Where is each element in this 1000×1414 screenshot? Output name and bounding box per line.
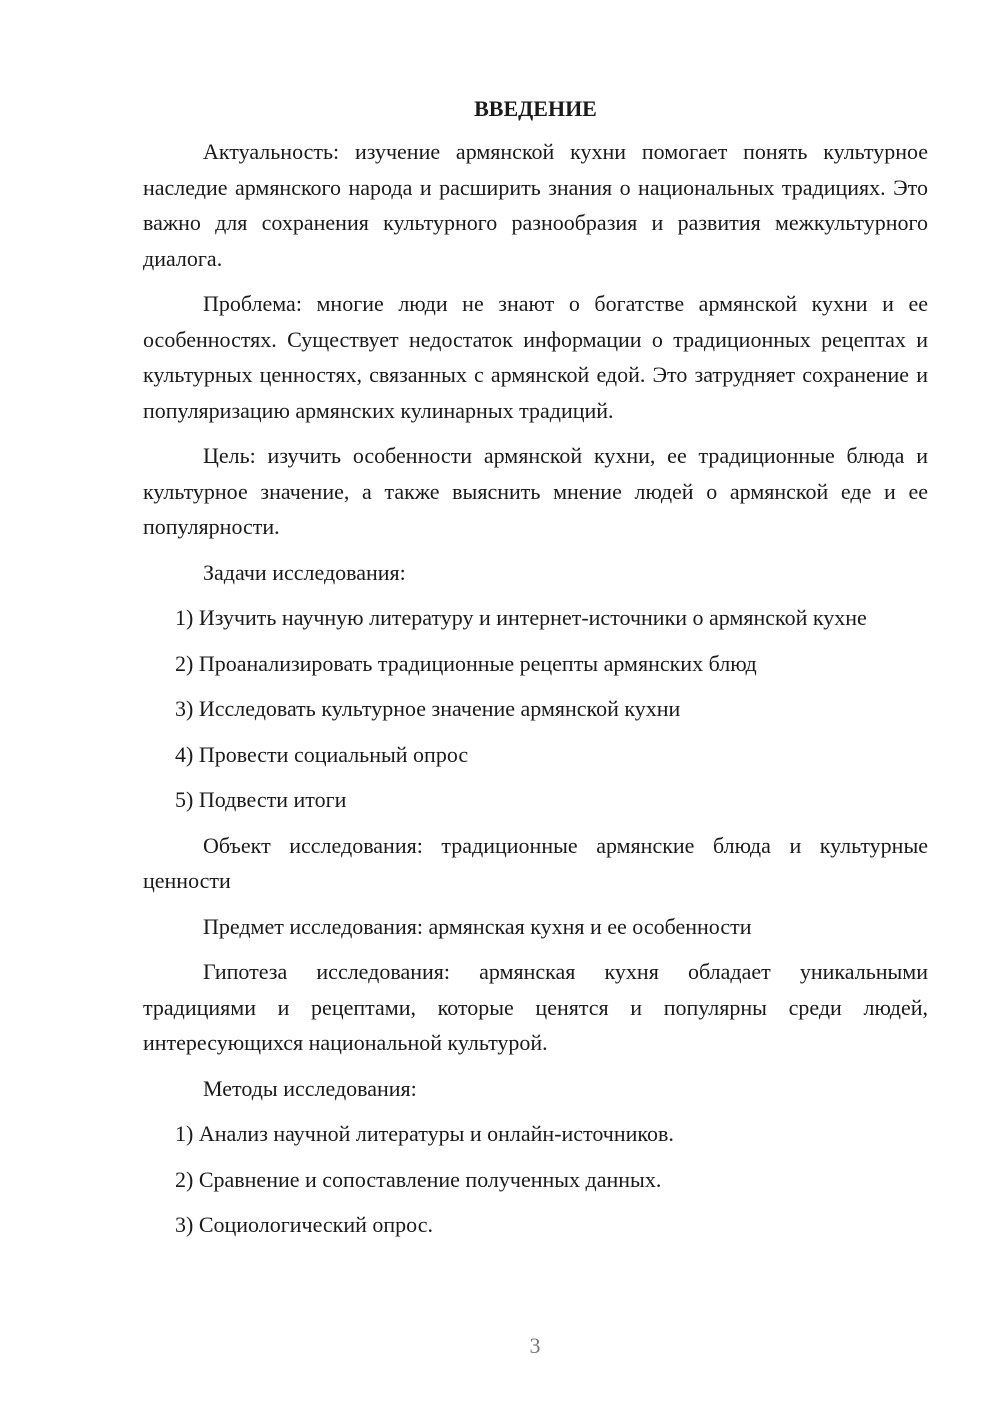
page-number: 3	[529, 1333, 541, 1358]
task-item-3: 3) Исследовать культурное значение армянской кухни	[175, 696, 681, 721]
methods-heading: Методы исследования:	[203, 1075, 417, 1101]
page-content	[143, 94, 928, 1253]
paragraph-subject: Предмет исследования: армянская кухня и ее особенности	[203, 913, 752, 939]
paragraph-goal: Цель: изучить особенности армянской кухни, ее традиционные блюда и культурное значение, а также выяснить мнение людей о армянской еде и ее популярности.	[143, 443, 928, 539]
method-item-2: 2) Сравнение и сопоставление полученных данных.	[175, 1166, 662, 1192]
paragraph-hypothesis: Гипотеза исследования: армянская кухня обладает уникальными традициями и рецептами, которые ценятся и популярны среди людей, интересующихся национальной культурой.	[143, 959, 928, 1055]
paragraph-relevance: Актуальность: изучение армянской кухни помогает понять культурное наследие армянского народа и расширить знания о национальных традициях. Это важно для сохранения культурного разнообразия и развития межкультурного диалога.	[143, 139, 928, 271]
method-item-1: 1) Анализ научной литературы и онлайн-источников.	[175, 1121, 674, 1146]
section-title: ВВЕДЕНИЕ	[474, 96, 597, 121]
task-item-5: 5) Подвести итоги	[175, 787, 347, 812]
task-item-1: 1) Изучить научную литературу и интернет-источники о армянской кухне	[175, 605, 867, 630]
paragraph-object: Объект исследования: традиционные армянские блюда и культурные ценности	[143, 832, 928, 893]
task-item-4: 4) Провести социальный опрос	[175, 741, 469, 767]
method-item-3: 3) Социологический опрос.	[175, 1212, 433, 1237]
tasks-heading: Задачи исследования:	[203, 559, 406, 585]
paragraph-problem: Проблема: многие люди не знают о богатстве армянской кухни и ее особенностях. Существует недостаток информации о традиционных рецептах и культурных ценностях, связанных с армянской едой. Это затрудняет сохранение и популяризацию армянских кулинарных традиций.	[143, 291, 928, 423]
task-item-2: 2) Проанализировать традиционные рецепты армянских блюд	[175, 650, 757, 676]
